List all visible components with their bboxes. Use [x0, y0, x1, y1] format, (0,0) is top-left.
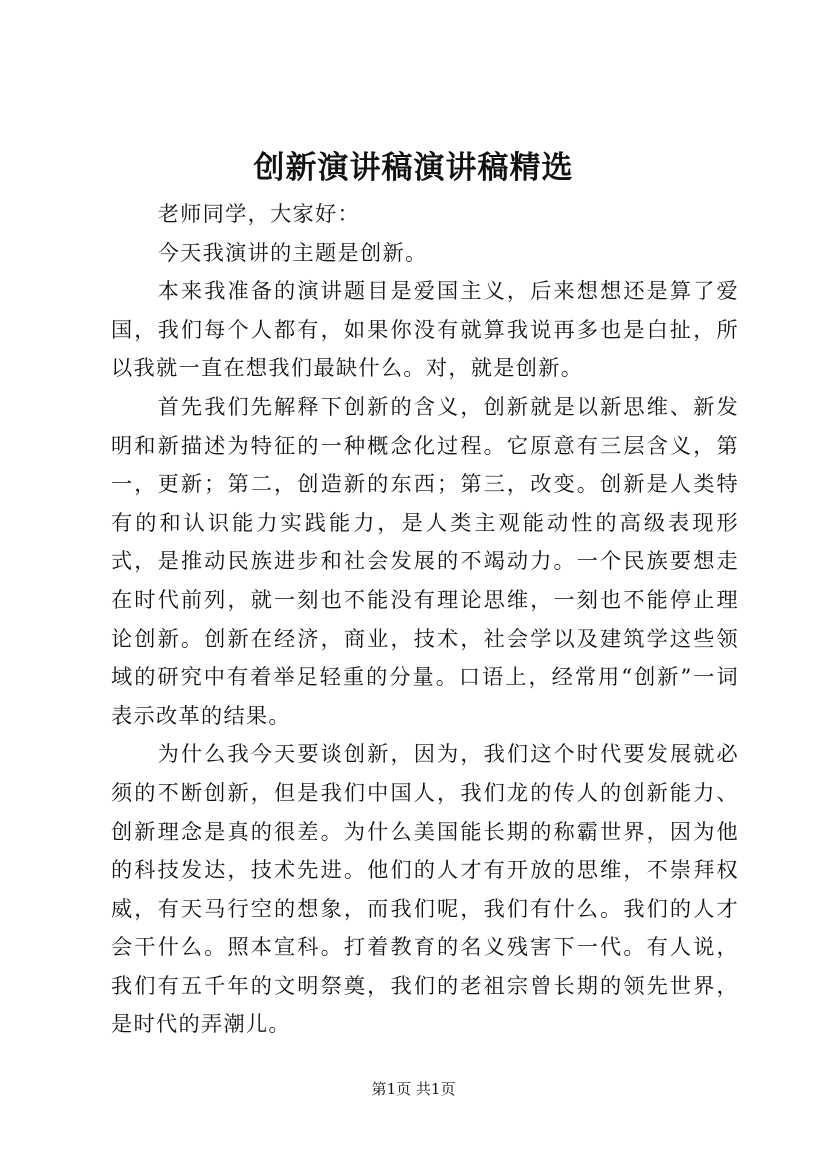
document-body: [111, 195, 739, 1044]
total-pages-number: 1: [430, 1080, 441, 1098]
paragraph-greeting: 老师同学，大家好：: [157, 201, 361, 226]
page-footer: [0, 1078, 827, 1100]
paragraph-reason: 为什么我今天要谈创新，因为，我们这个时代要发展就必须的不断创新，但是我们中国人，我们龙的传人的创新能力、创新理念是真的很差。为什么美国能长期的称霸世界，因为他的科技发达，技术先进。他们的人才有开放的思维，不崇拜权威，有天马行空的想象，而我们呢，我们有什么。我们的人才会干什么。照本宣科。打着教育的名义残害下一代。有人说，我们有五千年的文明祭奠，我们的老祖宗曾长期的领先世界，是时代的弄潮儿。: [111, 741, 739, 1037]
current-page-number: 1: [386, 1080, 397, 1098]
page-label-mid: 页 共: [396, 1080, 431, 1098]
paragraph-definition: 首先我们先解释下创新的含义，创新就是以新思维、新发明和新描述为特征的一种概念化过程。它原意有三层含义，第一，更新；第二，创造新的东西；第三，改变。创新是人类特有的和认识能力实践能力，是人类主观能动性的高级表现形式，是推动民族进步和社会发展的不竭动力。一个民族要想走在时代前列，就一刻也不能没有理论思维，一刻也不能停止理论创新。创新在经济，商业，技术，社会学以及建筑学这些领域的研究中有着举足轻重的分量。口语上，经常用“创新”一词表示改革的结果。: [111, 393, 739, 728]
document-title: 创新演讲稿演讲稿精选: [253, 150, 574, 186]
paragraph-topic: 今天我演讲的主题是创新。: [157, 239, 428, 265]
paragraph-intro: 本来我准备的演讲题目是爱国主义，后来想想还是算了爱国，我们每个人都有，如果你没有就算我说再多也是白扯，所以我就一直在想我们最缺什么。对，就是创新。: [111, 278, 739, 381]
page-label-suffix: 页: [440, 1080, 456, 1098]
page-label-prefix: 第: [371, 1080, 387, 1098]
